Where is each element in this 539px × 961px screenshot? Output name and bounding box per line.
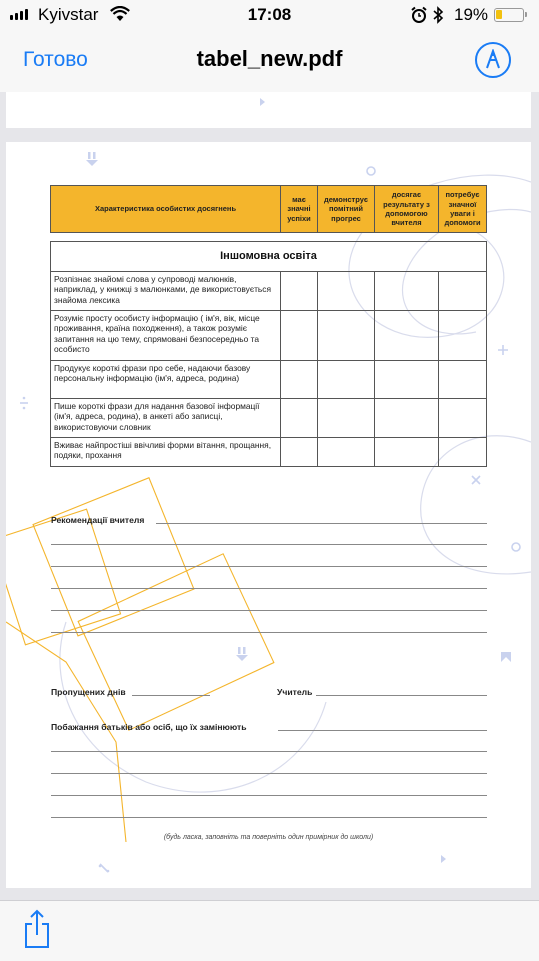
table-cell	[438, 399, 486, 437]
previous-page	[6, 92, 531, 128]
document-title: tabel_new.pdf	[196, 46, 343, 71]
battery-icon	[494, 8, 524, 22]
table-cell	[317, 272, 374, 310]
write-line	[51, 773, 487, 774]
recommendations-label: Рекомендації вчителя	[51, 515, 145, 525]
write-line	[316, 695, 487, 696]
table-cell	[374, 361, 438, 398]
write-line	[51, 566, 487, 567]
table-row	[51, 399, 486, 438]
status-bar	[0, 0, 539, 30]
done-button[interactable]: Готово	[23, 48, 88, 71]
table-row	[51, 272, 486, 311]
write-line	[51, 544, 487, 545]
row-text: Вживає найпростіші ввічливі форми вітання, прощання, подяки, прохання	[54, 440, 272, 461]
footnote: (будь ласка, заповніть та поверніть один примірник до школи)	[163, 834, 374, 841]
table-row	[51, 361, 486, 399]
table-cell	[317, 361, 374, 398]
header-characteristic: Характеристика особистих досягнень	[94, 204, 237, 214]
write-line	[278, 730, 487, 731]
bottom-toolbar	[0, 900, 539, 961]
teacher-label: Учитель	[277, 687, 313, 697]
row-text: Розпізнає знайомі слова у супроводі малюнків, наприклад, у книжці з малюнками, де використовується знайома лексика	[54, 274, 272, 305]
pdf-viewer[interactable]	[0, 92, 539, 900]
table-cell	[374, 272, 438, 310]
write-line	[156, 523, 487, 524]
assessment-table	[50, 241, 487, 467]
table-cell	[374, 399, 438, 437]
share-icon[interactable]	[22, 909, 52, 949]
table-cell	[280, 272, 317, 310]
section-title: Іншомовна освіта	[51, 242, 486, 272]
table-row	[51, 438, 486, 466]
table-cell	[317, 399, 374, 437]
header-col-1: має значні успіхи	[280, 186, 317, 232]
table-cell	[317, 438, 374, 466]
table-cell	[374, 438, 438, 466]
write-line	[51, 610, 487, 611]
table-row	[51, 311, 486, 361]
parents-wishes-label: Побажання батьків або осіб, що їх замінюють	[51, 722, 247, 732]
alarm-icon	[410, 6, 428, 24]
table-cell	[317, 311, 374, 360]
table-cell	[280, 399, 317, 437]
write-line	[51, 817, 487, 818]
row-text: Розуміє просту особисту інформацію ( ім'я, вік, місце проживання, країна походження), а також розуміє запитання на цю тему, спрямовані безпосередньо та особисто	[54, 313, 260, 355]
write-line	[132, 695, 210, 696]
header-col-2: демонструє помітний прогрес	[317, 186, 374, 232]
table-cell	[438, 438, 486, 466]
row-text: Пише короткі фрази для надання базової інформації (ім'я, адреса, родина), в анкеті або записці, використовуючи словник	[54, 401, 260, 432]
table-cell	[374, 311, 438, 360]
navigation-bar	[0, 30, 539, 93]
battery-percent: 19%	[454, 5, 489, 24]
table-cell	[280, 311, 317, 360]
table-cell	[438, 272, 486, 310]
pdf-page	[6, 142, 531, 888]
table-cell	[280, 438, 317, 466]
markup-pen-icon[interactable]	[475, 42, 511, 78]
missed-days-label: Пропущених днів	[51, 687, 126, 697]
write-line	[51, 751, 487, 752]
write-line	[51, 632, 487, 633]
table-cell	[438, 311, 486, 360]
table-cell	[438, 361, 486, 398]
write-line	[51, 795, 487, 796]
write-line	[51, 588, 487, 589]
bluetooth-icon	[432, 6, 444, 24]
carrier-name: Kyivstar	[38, 5, 99, 24]
assessment-table-header	[50, 185, 487, 233]
clock: 17:08	[247, 5, 292, 24]
header-col-4: потребує значної уваги і допомоги	[438, 186, 486, 232]
row-text: Продукує короткі фрази про себе, надаючи базову персональну інформацію (ім'я, адреса, родина)	[54, 363, 251, 384]
header-col-3: досягає результату з допомогою вчителя	[374, 186, 438, 232]
table-cell	[280, 361, 317, 398]
